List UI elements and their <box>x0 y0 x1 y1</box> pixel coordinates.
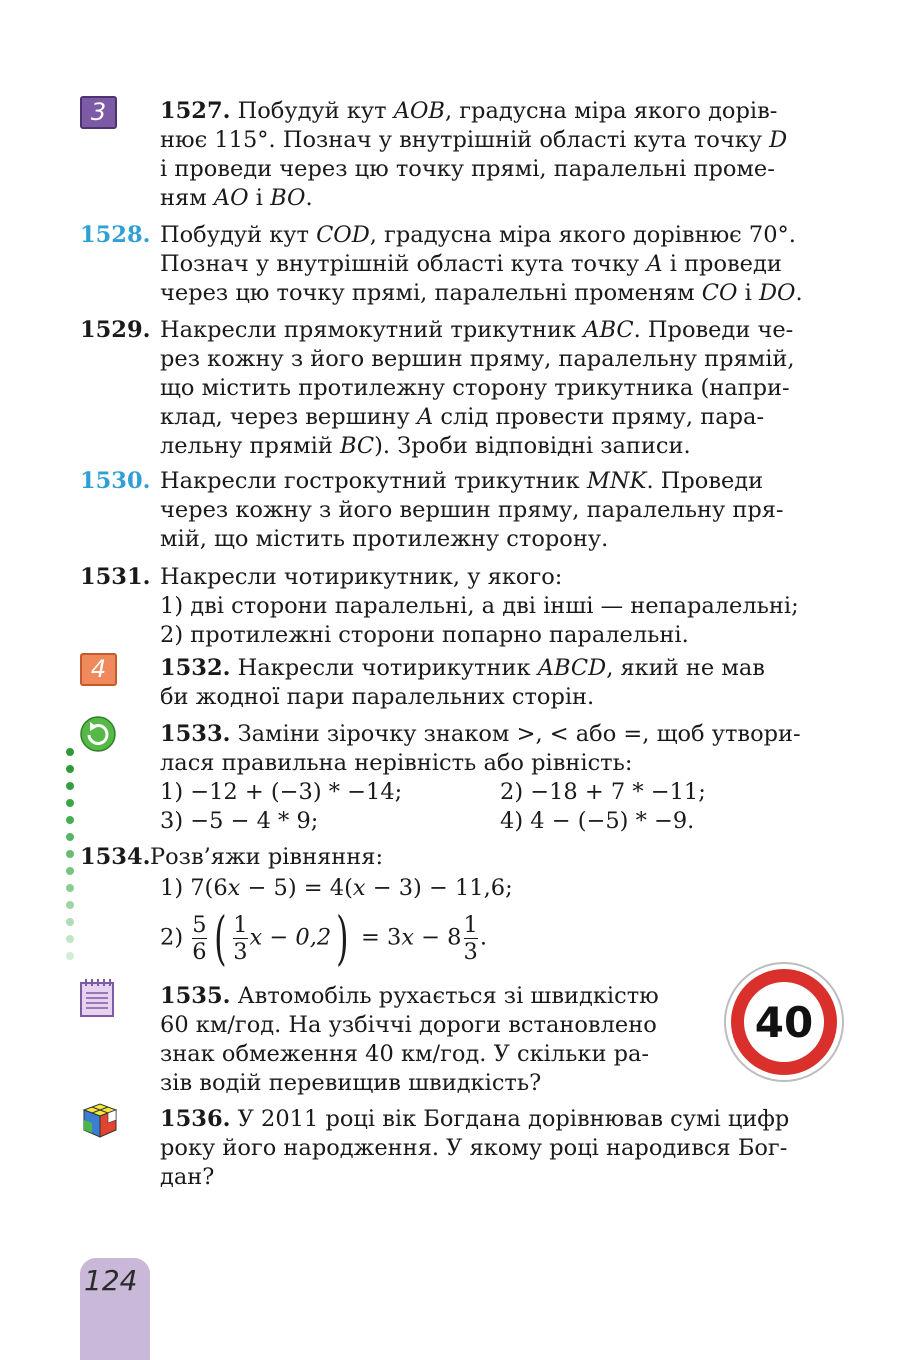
math-var: x <box>227 875 241 901</box>
text: лася правильна нерівність або рівність: <box>160 750 633 776</box>
text: 1) дві сторони паралельні, а дві інші — непаралельні; <box>160 593 799 619</box>
text: і <box>737 280 759 306</box>
math-var: MNK <box>586 468 647 494</box>
text: У 2011 році вік Богдана дорівнював сумі цифр <box>237 1106 790 1132</box>
text: рез кожну з його вершин пряму, паралельну прямій, <box>160 346 795 372</box>
text: . <box>479 924 487 951</box>
fraction-1-3-b <box>464 912 478 965</box>
text: клад, через вершину <box>160 404 417 430</box>
text: − 5) = 4( <box>240 875 353 901</box>
text: Накресли чотирикутник <box>237 655 538 681</box>
exercise-2: 2) −18 + 7 * −11; <box>500 779 706 805</box>
numerator: 5 <box>192 911 207 938</box>
level-4-badge <box>80 653 117 686</box>
text: 2) протилежні сторони попарно паралельні. <box>160 622 689 648</box>
text: і <box>248 185 271 211</box>
math-var: ABCD <box>537 655 607 681</box>
text: і проведи <box>662 251 782 277</box>
text: зів водій перевищив швидкість? <box>160 1070 542 1096</box>
math-var: ABC <box>583 317 634 343</box>
problem-number: 1531. <box>80 564 151 590</box>
text: Накресли чотирикутник, у якого: <box>160 564 563 590</box>
text: Автомобіль рухається зі швидкістю <box>237 983 659 1009</box>
text: року його народження. У якому році народився Бог- <box>160 1135 788 1161</box>
text: дан? <box>160 1164 215 1190</box>
page-number: 124 <box>84 1264 138 1297</box>
problem-number: 1528. <box>80 222 151 248</box>
math-var: A <box>646 251 663 277</box>
text: нює 115°. Познач у внутрішній області кута точку <box>160 127 770 153</box>
text: . Проведи че- <box>633 317 794 343</box>
right-paren: ) <box>336 904 349 972</box>
text: Побудуй кут <box>237 98 394 124</box>
denominator: 6 <box>192 938 207 965</box>
math-var: AOB <box>393 98 445 124</box>
text: Накресли прямокутний трикутник <box>160 317 584 343</box>
numerator: 1 <box>233 911 248 938</box>
problem-number: 1527. <box>160 98 231 124</box>
repeat-arrow-icon <box>80 716 116 752</box>
text: мій, що містить протилежну сторону. <box>160 526 609 552</box>
math-var: AO <box>213 185 249 211</box>
problem-number: 1530. <box>80 468 151 494</box>
left-paren: ( <box>213 904 227 972</box>
math-var: BO <box>270 185 306 211</box>
problem-number: 1535. <box>160 983 231 1009</box>
text: − 8 <box>414 924 462 951</box>
numerator: 1 <box>463 911 478 938</box>
notepad-icon <box>80 978 116 1018</box>
text: знак обмеження 40 км/год. У скільки ра- <box>160 1041 650 1067</box>
text: . <box>305 185 313 211</box>
text: = 3 <box>360 924 402 951</box>
problem-number: 1532. <box>160 655 231 681</box>
math-var: x <box>352 875 366 901</box>
text: Побудуй кут <box>160 222 317 248</box>
speed-limit-sign <box>722 960 846 1084</box>
text: ням <box>160 185 214 211</box>
text: 1) 7(6 <box>160 875 228 901</box>
speed-limit-value: 40 <box>754 998 814 1047</box>
text: Познач у внутрішній області кута точку <box>160 251 647 277</box>
text: лельну прямій <box>160 433 340 459</box>
text: слід провести пряму, пара- <box>433 404 765 430</box>
text: 60 км/год. На узбіччі дороги встановлено <box>160 1012 657 1038</box>
page-number-tab <box>80 1258 150 1360</box>
problem-number: 1529. <box>80 317 151 343</box>
math-var: A <box>416 404 434 430</box>
exercise-1: 1) −12 + (−3) * −14; <box>160 779 403 805</box>
math-var: COD <box>316 222 370 248</box>
math-var: BC <box>339 433 375 459</box>
level-3-label: 3 <box>90 98 107 126</box>
text: Заміни зірочку знаком >, < або =, щоб утвори- <box>237 721 801 747</box>
text: . <box>795 280 803 306</box>
text: , градусна міра якого дорівнює 70°. <box>369 222 796 248</box>
problem-number: 1534. <box>80 844 151 870</box>
math-var: DO <box>758 280 796 306</box>
text: ). Зроби відповідні записи. <box>374 433 691 459</box>
problem-1527-text <box>160 97 845 213</box>
text: Розв’яжи рівняння: <box>150 844 384 870</box>
equation-1 <box>160 874 845 903</box>
text: і проведи через цю точку прямі, паралельні проме- <box>160 156 775 182</box>
text: − 3) − 11,6; <box>365 875 513 901</box>
text: , градусна міра якого дорів- <box>444 98 778 124</box>
text: . Проведи <box>646 468 764 494</box>
level-3-badge <box>80 96 117 129</box>
math-expr: x − 0,2 <box>249 924 332 951</box>
math-var: x <box>401 924 415 951</box>
problem-number: 1533. <box>160 721 231 747</box>
math-var: CO <box>701 280 738 306</box>
text: через кожну з його вершин пряму, паралельну пря- <box>160 497 784 523</box>
fraction-5-6 <box>192 912 206 965</box>
text: , який не мав <box>606 655 765 681</box>
denominator: 3 <box>233 938 248 965</box>
text: би жодної пари паралельних сторін. <box>160 684 595 710</box>
math-var: D <box>769 127 788 153</box>
denominator: 3 <box>463 938 478 965</box>
text: Накресли гострокутний трикутник <box>160 468 587 494</box>
text: через цю точку прямі, паралельні променям <box>160 280 702 306</box>
exercise-3: 3) −5 − 4 * 9; <box>160 808 319 834</box>
fraction-1-3 <box>233 912 247 965</box>
puzzle-cube-icon <box>80 1102 120 1140</box>
exercise-4: 4) 4 − (−5) * −9. <box>500 808 695 834</box>
text: що містить протилежну сторону трикутника (напри- <box>160 375 790 401</box>
problem-number: 1536. <box>160 1106 231 1132</box>
text: 2) <box>160 924 184 951</box>
level-4-label: 4 <box>90 655 107 683</box>
